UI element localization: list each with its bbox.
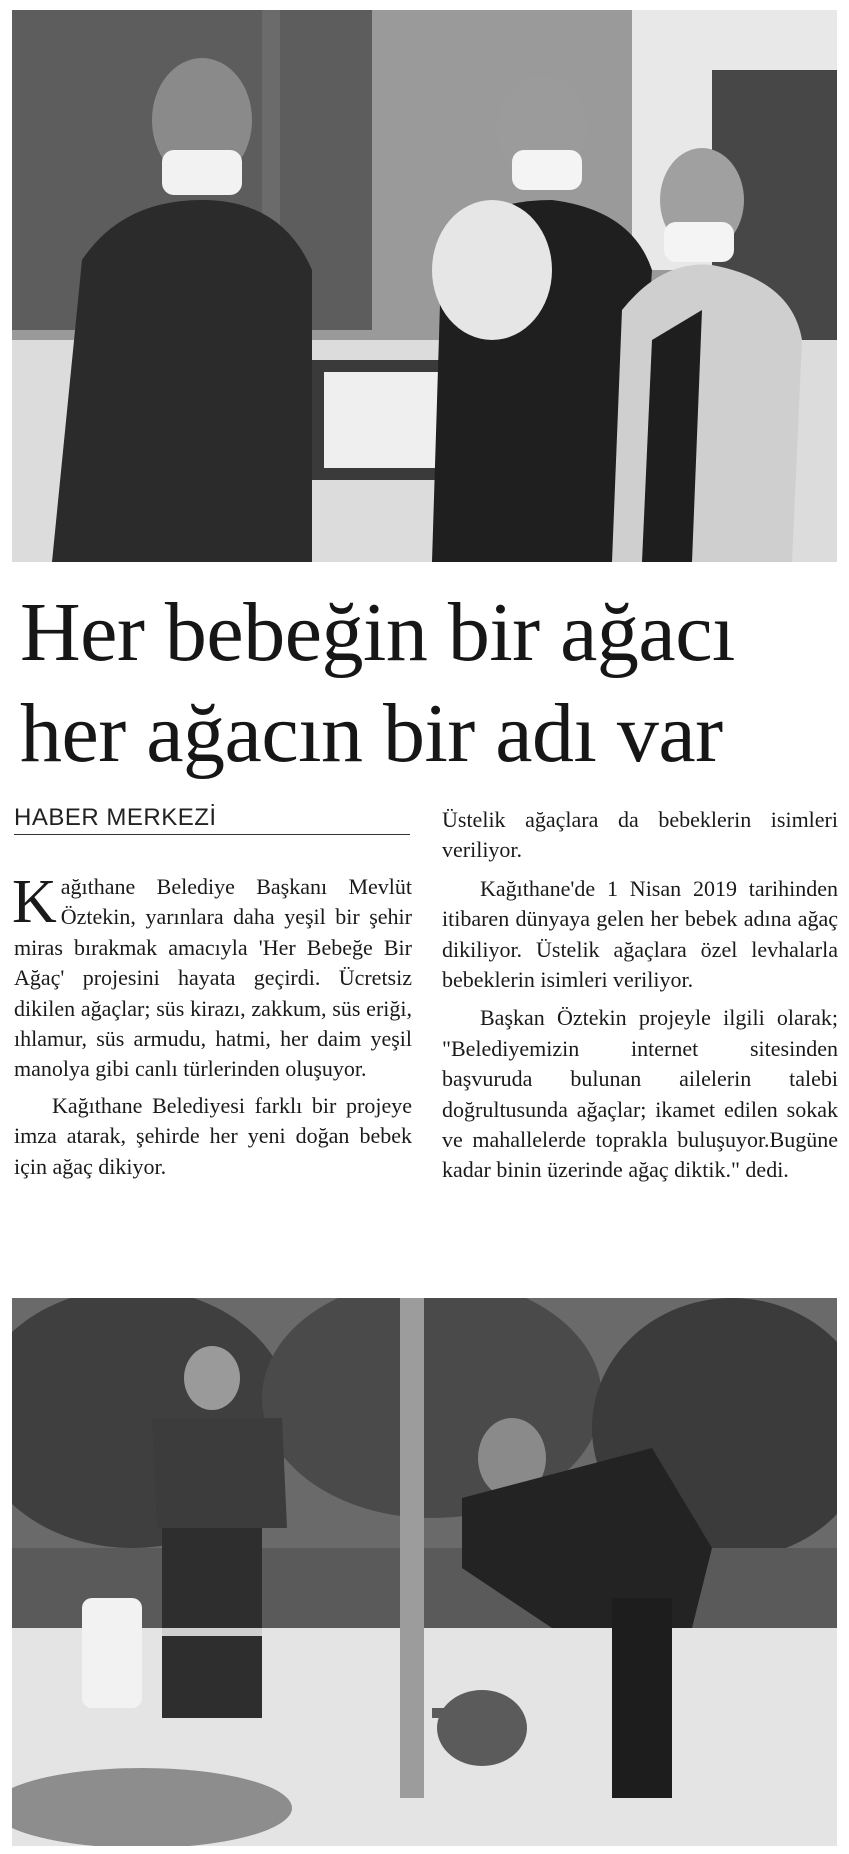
- article-column-left: [12, 868, 412, 1182]
- headline-line-1: Her bebeğin bir ağacı: [20, 586, 735, 679]
- headline-line-2: her ağacın bir adı var: [20, 687, 723, 780]
- article-paragraph: [12, 868, 412, 1085]
- article-paragraph: Kağıthane Belediyesi farklı bir projeye imza atarak, şehirde her yeni doğan bebek için ağaç dikiyor.: [14, 1092, 412, 1179]
- paragraph-text: ağıthane Belediye Başkanı Mevlüt Öztekin, yarınlara daha yeşil bir şehir miras bırakmak amacıyla 'Her Bebeğe Bir Ağaç' projesini hayata geçirdi. Ücretsiz dikilen ağaçlar; süs kirazı, zakkum, süs eriği, ıhlamur, süs armudu, hatmi, her daim yeşil manolya gibi canlı türlerinden oluşuyor.: [14, 874, 412, 1082]
- photo-tree-illustration: [12, 1298, 837, 1846]
- article-paragraph: Başkan Öztekin projeyle ilgili olarak; "Belediyemizin internet sitesinden başvuruda bulunan ailelerin talebi doğrultusunda ağaçlar; ikamet edilen sokak ve mahallelerde toprakla buluşuyor.Bugüne kadar binin üzerinde ağaç diktik." dedi.: [442, 1005, 838, 1183]
- headline: [20, 582, 832, 784]
- photo-certificate-illustration: [12, 10, 837, 562]
- photo-tree-watering: [12, 1298, 837, 1846]
- article-paragraph: Kağıthane'de 1 Nisan 2019 tarihinden itibaren dünyaya gelen her bebek adına ağaç dikiliyor. Üstelik ağaçlara özel levhalarla bebeklerin isimleri veriliyor.: [442, 875, 838, 993]
- article-paragraph: Üstelik ağaçlara da bebeklerin isimleri veriliyor.: [442, 807, 838, 863]
- article-column-right: [442, 805, 838, 1186]
- photo-certificate-ceremony: [12, 10, 837, 562]
- byline: HABER MERKEZİ: [14, 805, 410, 835]
- drop-cap: K: [12, 868, 57, 936]
